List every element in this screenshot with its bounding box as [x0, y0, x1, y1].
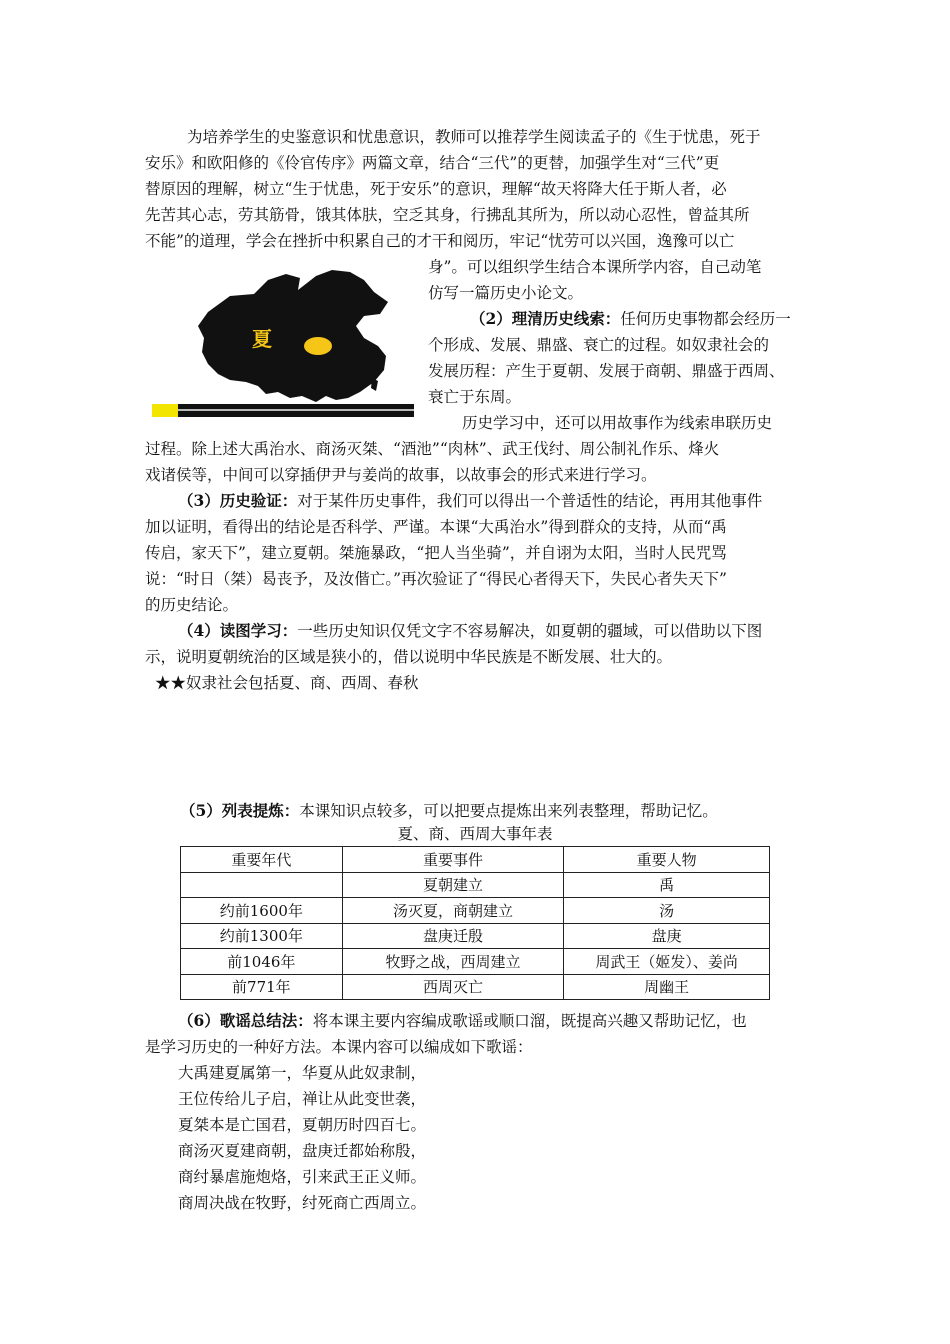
- xia-region: [304, 337, 332, 355]
- section-2-line: 过程。除上述大禹治水、商汤灭桀、“酒池”“肉林”、武王伐纣、周公制礼作乐、烽火: [145, 440, 720, 458]
- table-row: [181, 949, 770, 975]
- section-6-line: [178, 1008, 747, 1034]
- table-header-cell: 重要年代: [181, 847, 343, 873]
- section-5-line: [180, 798, 718, 824]
- section-4-note: ★★奴隶社会包括夏、商、西周、春秋: [155, 674, 419, 692]
- paragraph-line: 替原因的理解，树立“生于忧患，死于安乐”的意识，理解“故天将降大任于斯人者，必: [145, 180, 727, 198]
- table-cell: 西周灭亡: [342, 974, 564, 1000]
- table-cell: 周武王（姬发）、姜尚: [564, 949, 770, 975]
- table-cell: 约前1300年: [181, 923, 343, 949]
- song-line: 商汤灭夏建商朝，盘庚迁都始称殷，: [178, 1142, 427, 1160]
- table-header-cell: 重要人物: [564, 847, 770, 873]
- table-cell: 周幽王: [564, 974, 770, 1000]
- table-cell: 汤: [564, 898, 770, 924]
- section-5-heading: （5）列表提炼：: [180, 801, 300, 820]
- section-3-text: 对于某件历史事件，我们可以得出一个普适性的结论，再用其他事件: [297, 492, 763, 510]
- section-6-line: 是学习历史的一种好方法。本课内容可以编成如下歌谣：: [145, 1038, 533, 1056]
- section-2-line: 历史学习中，还可以用故事作为线索串联历史: [462, 414, 773, 432]
- song-line: 商周决战在牧野，纣死商亡西周立。: [178, 1194, 427, 1212]
- paragraph-line: 身”。可以组织学生结合本课所学内容，自己动笔: [428, 258, 762, 276]
- table-row: [181, 923, 770, 949]
- table-cell: 牧野之战，西周建立: [342, 949, 564, 975]
- table-cell: 夏朝建立: [342, 872, 564, 898]
- section-2-line: 发展历程：产生于夏朝、发展于商朝、鼎盛于西周、: [428, 362, 785, 380]
- table-row: [181, 974, 770, 1000]
- table-cell: 禹: [564, 872, 770, 898]
- paragraph-line: 为培养学生的史鉴意识和忧患意识，教师可以推荐学生阅读孟子的《生于忧患，死于: [187, 128, 761, 146]
- song-line: 夏桀本是亡国君，夏朝历时四百七。: [178, 1116, 427, 1134]
- song-line: 大禹建夏属第一，华夏从此奴隶制，: [178, 1064, 427, 1082]
- section-3-line: 的历史结论。: [145, 596, 239, 614]
- table-row: [181, 872, 770, 898]
- section-5-text: 本课知识点较多，可以把要点提炼出来列表整理，帮助记忆。: [299, 802, 718, 820]
- table-cell: 前771年: [181, 974, 343, 1000]
- paragraph-line: 安乐》和欧阳修的《伶官传序》两篇文章，结合“三代”的更替，加强学生对“三代”更: [145, 154, 720, 172]
- scale-bar-stripe: [178, 409, 414, 411]
- section-3-line: 传启，家天下”，建立夏朝。桀施暴政，“把人当坐骑”，并自诩为太阳，当时人民咒骂: [145, 544, 727, 562]
- table-caption: 夏、商、西周大事年表: [397, 825, 553, 843]
- section-2-line: 戏诸侯等，中间可以穿插伊尹与姜尚的故事，以故事会的形式来进行学习。: [145, 466, 657, 484]
- section-4-line: [178, 618, 762, 644]
- section-4-heading: （4）读图学习：: [178, 621, 298, 640]
- section-2-line: [470, 306, 791, 332]
- xia-dynasty-map: [150, 266, 418, 420]
- section-2-line: 个形成、发展、鼎盛、衰亡的过程。如奴隶社会的: [428, 336, 770, 354]
- chronology-table: [180, 846, 770, 1000]
- paragraph-line: 不能”的道理，学会在挫折中积累自己的才干和阅历，牢记“忧劳可以兴国，逸豫可以亡: [145, 232, 735, 250]
- taiwan-island: [371, 378, 378, 391]
- section-3-heading: （3）历史验证：: [178, 491, 298, 510]
- section-6-heading: （6）歌谣总结法：: [178, 1011, 313, 1030]
- table-header-cell: 重要事件: [342, 847, 564, 873]
- china-map-silhouette: [198, 270, 388, 402]
- scale-bar-yellow: [152, 404, 178, 417]
- section-2-heading: （2）理清历史线索：: [470, 309, 621, 328]
- table-cell: 前1046年: [181, 949, 343, 975]
- table-header-row: [181, 847, 770, 873]
- paragraph-line: 仿写一篇历史小论文。: [428, 284, 584, 302]
- section-2-text: 任何历史事物都会经历一: [620, 310, 791, 328]
- table-cell: [181, 872, 343, 898]
- section-3-line: 说：“时日（桀）曷丧予，及汝偕亡。”再次验证了“得民心者得天下，失民心者失天下”: [145, 570, 727, 588]
- section-3-line: 加以证明，看得出的结论是否科学、严谨。本课“大禹治水”得到群众的支持，从而“禹: [145, 518, 727, 536]
- table-cell: 盘庚迁殷: [342, 923, 564, 949]
- paragraph-line: 先苦其心志，劳其筋骨，饿其体肤，空乏其身，行拂乱其所为，所以动心忍性，曾益其所: [145, 206, 750, 224]
- section-4-line: 示，说明夏朝统治的区域是狭小的，借以说明中华民族是不断发展、壮大的。: [145, 648, 673, 666]
- section-4-text: 一些历史知识仅凭文字不容易解决，如夏朝的疆域，可以借助以下图: [297, 622, 763, 640]
- section-2-line: 衰亡于东周。: [428, 388, 522, 406]
- section-6-text: 将本课主要内容编成歌谣或顺口溜，既提高兴趣又帮助记忆，也: [312, 1012, 747, 1030]
- table-cell: 盘庚: [564, 923, 770, 949]
- table-cell: 约前1600年: [181, 898, 343, 924]
- table-row: [181, 898, 770, 924]
- song-line: 商纣暴虐施炮烙，引来武王正义师。: [178, 1168, 427, 1186]
- section-3-line: [178, 488, 762, 514]
- map-label: 夏: [252, 327, 272, 351]
- table-cell: 汤灭夏，商朝建立: [342, 898, 564, 924]
- song-line: 王位传给儿子启，禅让从此变世袭，: [178, 1090, 427, 1108]
